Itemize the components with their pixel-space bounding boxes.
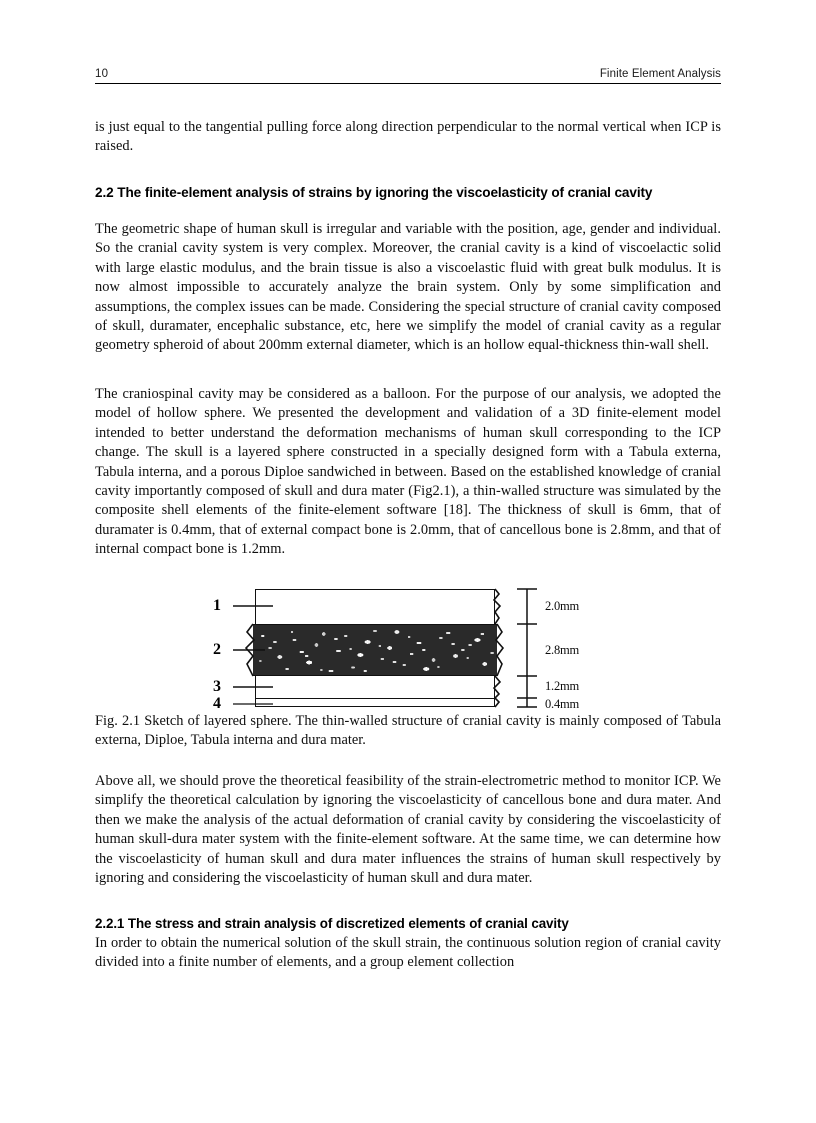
figure-layer-diploe	[253, 624, 497, 676]
figure-dimension-3: 1.2mm	[545, 679, 580, 693]
figure-caption-text: Fig. 2.1 Sketch of layered sphere. The thin-walled structure of cranial cavity is mainly composed of Tabula externa, Diploe, Tabula interna and dura mater.	[95, 713, 721, 749]
figure-dimension-1: 2.0mm	[545, 599, 580, 613]
figure-layer-dura-mater	[255, 698, 495, 707]
paragraph-1	[95, 220, 721, 356]
paragraph-text: The craniospinal cavity may be considered as a balloon. For the purpose of our analysis, we adopted the model of hollow sphere. We presented the development and validation of a 3D finite-element model intended to better understand the deformation mechanisms of human skull corresponding to the ICP change. The skull is a layered sphere constructed in a specially designed form with a Tabula externa, Tabula interna, and a porous Diploe sandwiched in between. Based on the established knowledge of cranial cavity importantly composed of skull and dura mater (Fig2.1), a thin-walled structure was simulated by the composite shell elements of the finite-element software [18]. The thickness of skull is 6mm, that of duramater is 0.4mm, that of external compact bone is 2.0mm, that of cancellous bone is 2.8mm, and that of internal compact bone is 1.2mm.	[95, 386, 721, 558]
paragraph-text: is just equal to the tangential pulling force along direction perpendicular to the normal vertical when ICP is raised.	[95, 119, 721, 155]
paragraph-text: In order to obtain the numerical solution of the skull strain, the continuous solution region of cranial cavity divided into a finite number of elements, and a group element collection	[95, 935, 721, 971]
figure-layer-number-3: 3	[213, 678, 221, 695]
heading-section-2-2-1: 2.2.1 The stress and strain analysis of discretized elements of cranial cavity	[95, 916, 569, 931]
figure-layer-number-2: 2	[213, 641, 221, 658]
paragraph-text: Above all, we should prove the theoretical feasibility of the strain-electrometric method to monitor ICP. We simplify the theoretical calculation by ignoring the viscoelasticity of cancellous bone and dura mater. And then we make the analysis of the actual deformation of cranial cavity by considering the viscoelasticity of human skull-dura mater system with the finite-element software. At the same time, we can determine how the viscoelasticity of human skull and dura mater influences the strains of human skull respectively by ignoring and considering the viscoelasticity of human skull and dura mater.	[95, 773, 721, 887]
figure-layer-tabula-externa	[255, 589, 495, 624]
page-number: 10	[95, 68, 109, 80]
paragraph-3	[95, 772, 721, 888]
heading-section-2-2: 2.2 The finite-element analysis of strains by ignoring the viscoelasticity of cranial cavity	[95, 185, 653, 200]
figure-2-1	[95, 578, 721, 710]
figure-dimension-2: 2.8mm	[545, 643, 580, 657]
running-title: Finite Element Analysis	[599, 68, 721, 80]
paragraph-2	[95, 385, 721, 560]
figure-layer-number-1: 1	[213, 597, 221, 614]
figure-caption	[95, 712, 721, 751]
running-header	[95, 68, 721, 84]
paragraph-intro	[95, 118, 721, 157]
paragraph-4	[95, 934, 721, 973]
figure-dimension-4: 0.4mm	[545, 697, 580, 711]
figure-layer-tabula-interna	[255, 676, 495, 698]
paragraph-text: The geometric shape of human skull is irregular and variable with the position, age, gender and individual. So the cranial cavity system is very complex. Moreover, the cranial cavity is a kind of viscoelactic solid with large elastic modulus, and the brain tissue is also a viscoelastic fluid with great bulk modulus. It is now almost impossible to accurately analyze the brain system. Only by some simplification and assumptions, the complex issues can be made. Considering the special structure of cranial cavity composed of skull, duramater, encephalic substance, etc, here we simplify the model of cranial cavity as a regular geometry spheroid of about 200mm external diameter, which is an hollow equal-thickness thin-wall shell.	[95, 221, 721, 354]
figure-layer-number-4: 4	[213, 695, 221, 712]
